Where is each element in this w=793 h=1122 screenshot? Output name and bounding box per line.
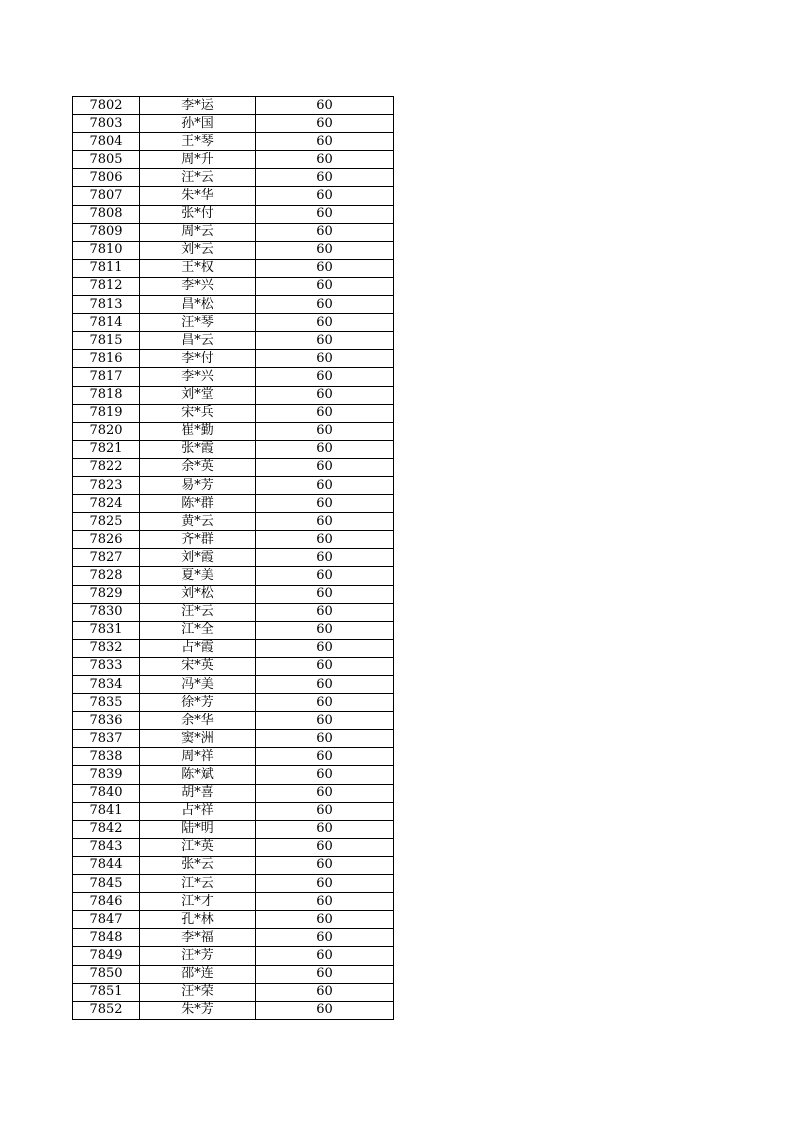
row-id-cell: 7820 — [73, 422, 140, 440]
row-name-cell: 易*芳 — [140, 476, 256, 494]
row-id-cell: 7816 — [73, 350, 140, 368]
row-name-cell: 刘*霞 — [140, 549, 256, 567]
row-name-cell: 邵*连 — [140, 965, 256, 983]
row-id-cell: 7803 — [73, 115, 140, 133]
row-amount-cell: 60 — [256, 495, 394, 513]
row-name-cell: 窦*洲 — [140, 730, 256, 748]
row-name-cell: 江*才 — [140, 893, 256, 911]
row-amount-cell: 60 — [256, 802, 394, 820]
row-id-cell: 7819 — [73, 404, 140, 422]
row-name-cell: 占*祥 — [140, 802, 256, 820]
row-amount-cell: 60 — [256, 1001, 394, 1019]
row-name-cell: 黄*云 — [140, 513, 256, 531]
row-amount-cell: 60 — [256, 241, 394, 259]
row-amount-cell: 60 — [256, 332, 394, 350]
row-name-cell: 周*升 — [140, 151, 256, 169]
row-name-cell: 余*英 — [140, 458, 256, 476]
row-amount-cell: 60 — [256, 458, 394, 476]
row-name-cell: 江*云 — [140, 875, 256, 893]
table-row — [73, 422, 394, 440]
row-name-cell: 崔*勤 — [140, 422, 256, 440]
row-id-cell: 7821 — [73, 440, 140, 458]
row-name-cell: 宋*兵 — [140, 404, 256, 422]
row-name-cell: 汪*荣 — [140, 983, 256, 1001]
table-row — [73, 766, 394, 784]
row-id-cell: 7804 — [73, 133, 140, 151]
table-row — [73, 567, 394, 585]
row-name-cell: 李*兴 — [140, 277, 256, 295]
row-name-cell: 汪*云 — [140, 603, 256, 621]
row-amount-cell: 60 — [256, 820, 394, 838]
row-name-cell: 朱*华 — [140, 187, 256, 205]
row-amount-cell: 60 — [256, 513, 394, 531]
table-row — [73, 676, 394, 694]
table-row — [73, 893, 394, 911]
table-row — [73, 368, 394, 386]
row-name-cell: 陈*斌 — [140, 766, 256, 784]
row-id-cell: 7828 — [73, 567, 140, 585]
table-row — [73, 585, 394, 603]
row-name-cell: 孙*国 — [140, 115, 256, 133]
row-amount-cell: 60 — [256, 947, 394, 965]
row-amount-cell: 60 — [256, 223, 394, 241]
row-amount-cell: 60 — [256, 676, 394, 694]
table-row — [73, 223, 394, 241]
row-amount-cell: 60 — [256, 368, 394, 386]
row-name-cell: 刘*松 — [140, 585, 256, 603]
table-row — [73, 277, 394, 295]
row-id-cell: 7842 — [73, 820, 140, 838]
row-name-cell: 宋*英 — [140, 657, 256, 675]
row-amount-cell: 60 — [256, 621, 394, 639]
table-row — [73, 694, 394, 712]
table-row — [73, 911, 394, 929]
row-amount-cell: 60 — [256, 259, 394, 277]
row-amount-cell: 60 — [256, 404, 394, 422]
row-amount-cell: 60 — [256, 585, 394, 603]
row-amount-cell: 60 — [256, 893, 394, 911]
row-amount-cell: 60 — [256, 169, 394, 187]
table-row — [73, 476, 394, 494]
row-id-cell: 7814 — [73, 314, 140, 332]
row-id-cell: 7838 — [73, 748, 140, 766]
table-row — [73, 820, 394, 838]
row-name-cell: 陆*明 — [140, 820, 256, 838]
row-id-cell: 7802 — [73, 97, 140, 115]
row-amount-cell: 60 — [256, 856, 394, 874]
row-id-cell: 7849 — [73, 947, 140, 965]
row-amount-cell: 60 — [256, 440, 394, 458]
table-row — [73, 97, 394, 115]
table-row — [73, 296, 394, 314]
row-id-cell: 7813 — [73, 296, 140, 314]
table-row — [73, 929, 394, 947]
table-row — [73, 513, 394, 531]
row-amount-cell: 60 — [256, 694, 394, 712]
row-id-cell: 7806 — [73, 169, 140, 187]
row-id-cell: 7845 — [73, 875, 140, 893]
table-row — [73, 205, 394, 223]
row-name-cell: 张*云 — [140, 856, 256, 874]
row-amount-cell: 60 — [256, 875, 394, 893]
row-amount-cell: 60 — [256, 639, 394, 657]
row-name-cell: 齐*群 — [140, 531, 256, 549]
table-row — [73, 440, 394, 458]
table-row — [73, 314, 394, 332]
row-amount-cell: 60 — [256, 549, 394, 567]
row-id-cell: 7811 — [73, 259, 140, 277]
table-row — [73, 748, 394, 766]
table-row — [73, 856, 394, 874]
row-name-cell: 孔*林 — [140, 911, 256, 929]
row-name-cell: 李*兴 — [140, 368, 256, 386]
table-row — [73, 495, 394, 513]
row-id-cell: 7832 — [73, 639, 140, 657]
row-amount-cell: 60 — [256, 422, 394, 440]
row-id-cell: 7812 — [73, 277, 140, 295]
table-row — [73, 875, 394, 893]
row-name-cell: 胡*喜 — [140, 784, 256, 802]
row-id-cell: 7833 — [73, 657, 140, 675]
row-amount-cell: 60 — [256, 277, 394, 295]
row-amount-cell: 60 — [256, 983, 394, 1001]
row-id-cell: 7824 — [73, 495, 140, 513]
row-name-cell: 汪*云 — [140, 169, 256, 187]
row-name-cell: 李*福 — [140, 929, 256, 947]
row-amount-cell: 60 — [256, 115, 394, 133]
row-id-cell: 7852 — [73, 1001, 140, 1019]
row-amount-cell: 60 — [256, 133, 394, 151]
row-amount-cell: 60 — [256, 386, 394, 404]
row-name-cell: 周*云 — [140, 223, 256, 241]
row-name-cell: 陈*群 — [140, 495, 256, 513]
row-id-cell: 7825 — [73, 513, 140, 531]
row-name-cell: 刘*堂 — [140, 386, 256, 404]
row-id-cell: 7827 — [73, 549, 140, 567]
row-id-cell: 7826 — [73, 531, 140, 549]
table-row — [73, 730, 394, 748]
row-name-cell: 周*祥 — [140, 748, 256, 766]
row-id-cell: 7834 — [73, 676, 140, 694]
row-id-cell: 7836 — [73, 712, 140, 730]
row-name-cell: 江*英 — [140, 838, 256, 856]
row-id-cell: 7839 — [73, 766, 140, 784]
row-id-cell: 7830 — [73, 603, 140, 621]
table-row — [73, 712, 394, 730]
table-row — [73, 169, 394, 187]
table-row — [73, 187, 394, 205]
row-name-cell: 李*付 — [140, 350, 256, 368]
row-amount-cell: 60 — [256, 603, 394, 621]
row-id-cell: 7817 — [73, 368, 140, 386]
row-amount-cell: 60 — [256, 784, 394, 802]
row-id-cell: 7822 — [73, 458, 140, 476]
row-name-cell: 徐*芳 — [140, 694, 256, 712]
table-row — [73, 784, 394, 802]
table-row — [73, 639, 394, 657]
row-id-cell: 7850 — [73, 965, 140, 983]
row-amount-cell: 60 — [256, 187, 394, 205]
row-amount-cell: 60 — [256, 350, 394, 368]
row-amount-cell: 60 — [256, 965, 394, 983]
row-id-cell: 7843 — [73, 838, 140, 856]
table-row — [73, 386, 394, 404]
table-row — [73, 947, 394, 965]
table-row — [73, 549, 394, 567]
row-amount-cell: 60 — [256, 838, 394, 856]
row-name-cell: 汪*芳 — [140, 947, 256, 965]
row-id-cell: 7810 — [73, 241, 140, 259]
row-id-cell: 7818 — [73, 386, 140, 404]
table-row — [73, 531, 394, 549]
table-row — [73, 621, 394, 639]
row-name-cell: 余*华 — [140, 712, 256, 730]
row-name-cell: 夏*美 — [140, 567, 256, 585]
row-name-cell: 刘*云 — [140, 241, 256, 259]
table-row — [73, 458, 394, 476]
row-amount-cell: 60 — [256, 205, 394, 223]
row-amount-cell: 60 — [256, 730, 394, 748]
table-row — [73, 838, 394, 856]
row-amount-cell: 60 — [256, 929, 394, 947]
table-row — [73, 133, 394, 151]
table-row — [73, 965, 394, 983]
row-id-cell: 7851 — [73, 983, 140, 1001]
row-amount-cell: 60 — [256, 531, 394, 549]
row-name-cell: 朱*芳 — [140, 1001, 256, 1019]
row-amount-cell: 60 — [256, 476, 394, 494]
row-id-cell: 7848 — [73, 929, 140, 947]
row-amount-cell: 60 — [256, 657, 394, 675]
row-id-cell: 7808 — [73, 205, 140, 223]
row-id-cell: 7846 — [73, 893, 140, 911]
table-row — [73, 259, 394, 277]
row-name-cell: 昌*云 — [140, 332, 256, 350]
row-id-cell: 7840 — [73, 784, 140, 802]
table-row — [73, 983, 394, 1001]
row-amount-cell: 60 — [256, 567, 394, 585]
row-name-cell: 汪*琴 — [140, 314, 256, 332]
row-name-cell: 占*霞 — [140, 639, 256, 657]
row-id-cell: 7809 — [73, 223, 140, 241]
row-amount-cell: 60 — [256, 314, 394, 332]
row-name-cell: 江*全 — [140, 621, 256, 639]
table-row — [73, 115, 394, 133]
row-amount-cell: 60 — [256, 97, 394, 115]
table-row — [73, 1001, 394, 1019]
row-name-cell: 张*付 — [140, 205, 256, 223]
row-id-cell: 7844 — [73, 856, 140, 874]
table-row — [73, 657, 394, 675]
table-row — [73, 332, 394, 350]
table-row — [73, 350, 394, 368]
row-amount-cell: 60 — [256, 296, 394, 314]
table-row — [73, 151, 394, 169]
row-name-cell: 王*琴 — [140, 133, 256, 151]
row-name-cell: 张*霞 — [140, 440, 256, 458]
row-id-cell: 7841 — [73, 802, 140, 820]
row-amount-cell: 60 — [256, 766, 394, 784]
row-amount-cell: 60 — [256, 712, 394, 730]
table-row — [73, 802, 394, 820]
row-id-cell: 7815 — [73, 332, 140, 350]
row-name-cell: 昌*松 — [140, 296, 256, 314]
row-id-cell: 7829 — [73, 585, 140, 603]
row-id-cell: 7805 — [73, 151, 140, 169]
row-id-cell: 7847 — [73, 911, 140, 929]
row-name-cell: 李*运 — [140, 97, 256, 115]
roster-table — [72, 96, 394, 1020]
table-row — [73, 404, 394, 422]
row-amount-cell: 60 — [256, 748, 394, 766]
row-id-cell: 7837 — [73, 730, 140, 748]
row-amount-cell: 60 — [256, 151, 394, 169]
row-id-cell: 7823 — [73, 476, 140, 494]
row-name-cell: 冯*美 — [140, 676, 256, 694]
row-id-cell: 7807 — [73, 187, 140, 205]
row-id-cell: 7831 — [73, 621, 140, 639]
table-row — [73, 603, 394, 621]
row-id-cell: 7835 — [73, 694, 140, 712]
row-name-cell: 王*权 — [140, 259, 256, 277]
row-amount-cell: 60 — [256, 911, 394, 929]
roster-table-body — [73, 97, 394, 1020]
table-row — [73, 241, 394, 259]
